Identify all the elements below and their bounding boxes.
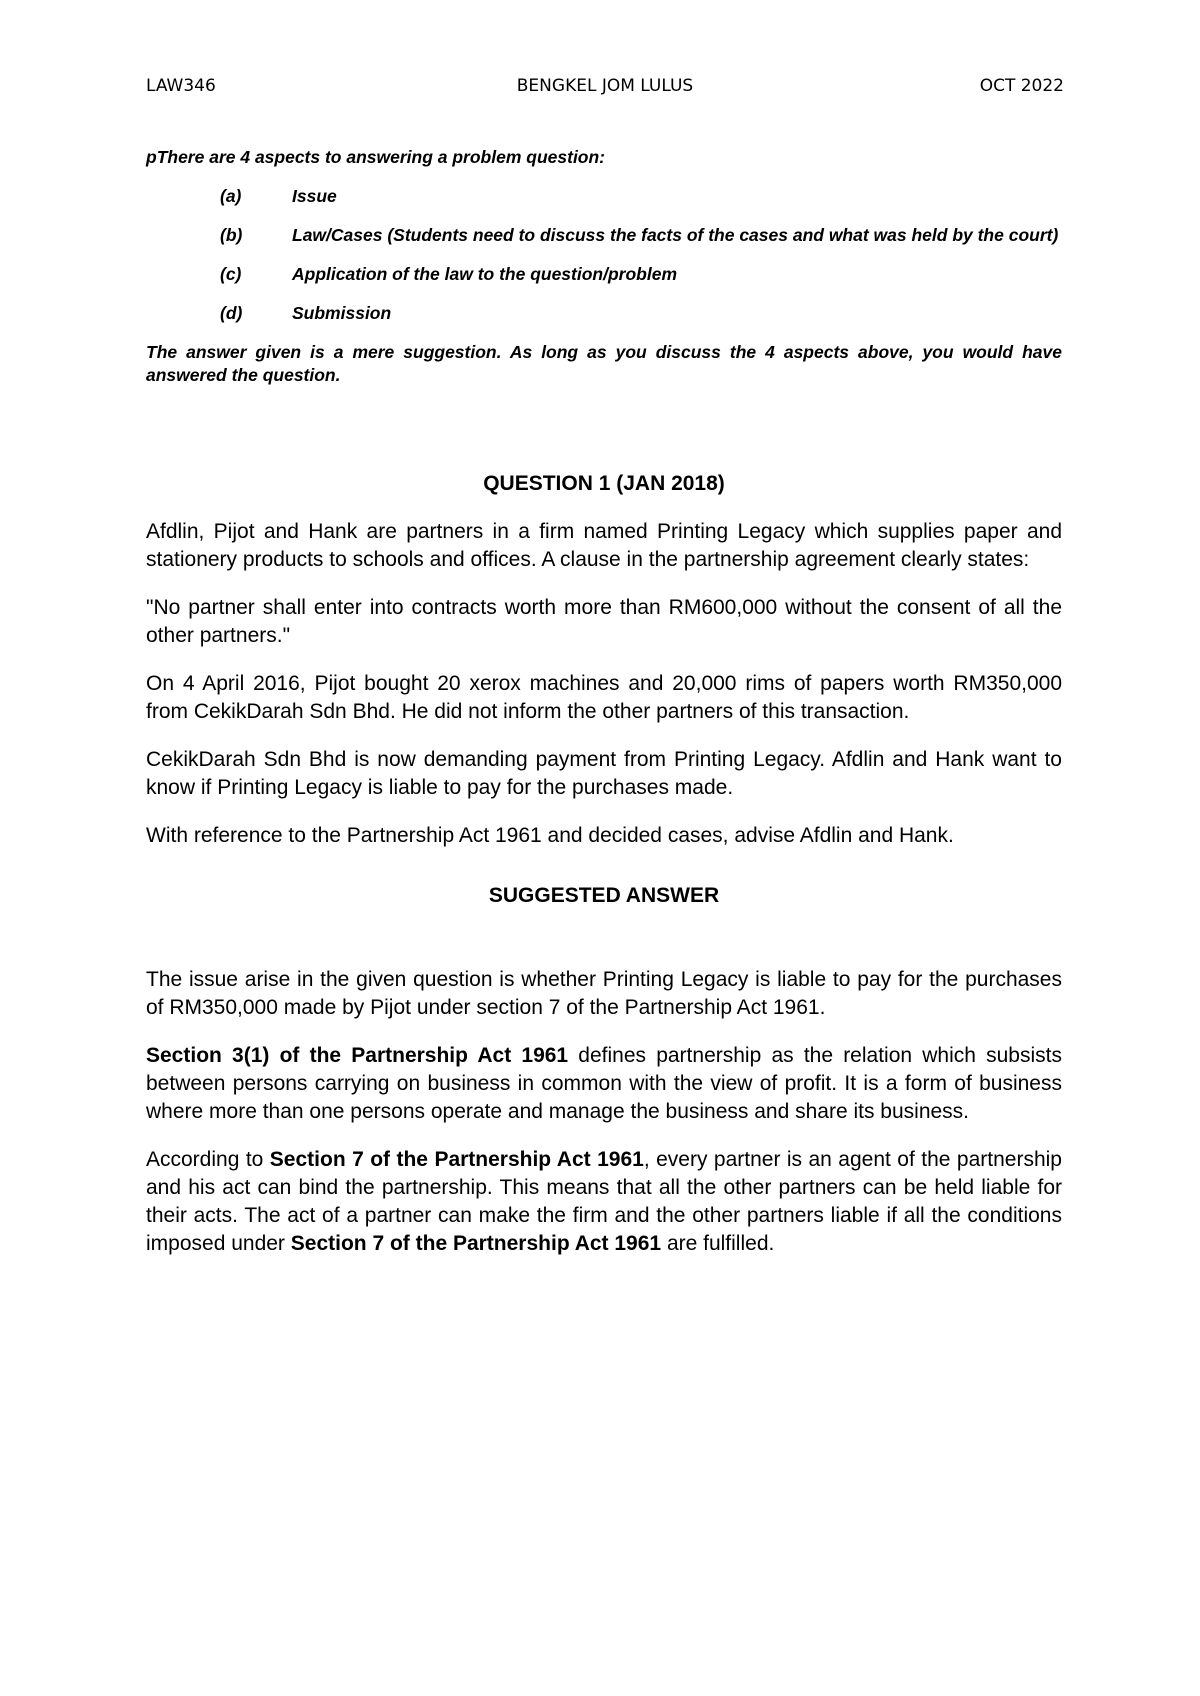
page-header <box>146 76 1064 100</box>
statute-reference: Section 7 of the Partnership Act 1961 <box>269 1148 644 1171</box>
header-date: OCT 2022 <box>979 76 1064 96</box>
question-paragraph: Afdlin, Pijot and Hank are partners in a firm named Printing Legacy which supplies paper and stationery products to schools and offices. A clause in the partnership agreement clearly states: <box>146 520 1062 571</box>
statute-reference: Section 3(1) of the Partnership Act 1961 <box>146 1044 569 1067</box>
instructions-section <box>146 146 1062 387</box>
aspect-label: (b) <box>220 225 243 245</box>
aspect-text: Submission <box>292 303 392 323</box>
header-course-code: LAW346 <box>146 76 216 96</box>
aspect-item <box>146 224 1062 247</box>
aspect-item <box>146 263 1062 286</box>
aspect-text: Law/Cases (Students need to discuss the facts of the cases and what was held by the court) <box>292 225 1059 245</box>
aspect-item <box>146 302 1062 325</box>
aspect-label: (a) <box>220 186 242 206</box>
instructions-note: The answer given is a mere suggestion. As long as you discuss the 4 aspects above, you would have answered the question. <box>146 342 1062 385</box>
question-paragraph: On 4 April 2016, Pijot bought 20 xerox machines and 20,000 rims of papers worth RM350,000 from CekikDarah Sdn Bhd. He did not inform the other partners of this transaction. <box>146 672 1062 723</box>
question-paragraph: With reference to the Partnership Act 1961 and decided cases, advise Afdlin and Hank. <box>146 824 954 847</box>
question-paragraph: CekikDarah Sdn Bhd is now demanding payment from Printing Legacy. Afdlin and Hank want to know if Printing Legacy is liable to pay for the purchases made. <box>146 748 1062 799</box>
paragraph-text: According to <box>146 1148 270 1171</box>
aspect-label: (d) <box>220 303 243 323</box>
paragraph-text: are fulfilled. <box>661 1232 775 1255</box>
answer-heading: SUGGESTED ANSWER <box>488 884 720 907</box>
answer-definition-paragraph <box>146 1042 1062 1126</box>
aspect-label: (c) <box>220 264 242 284</box>
question-quote: "No partner shall enter into contracts worth more than RM600,000 without the consent of all the other partners." <box>146 596 1062 647</box>
statute-reference: Section 7 of the Partnership Act 1961 <box>290 1232 662 1255</box>
paragraph-text: , every partner is an agent of the partnership and his act can bind the partnership. This means that all the other partners can be held liable for their acts. The act of a partner can make the firm and the other partners liable if all the conditions imposed under <box>146 1148 1062 1255</box>
main-content <box>146 470 1062 1278</box>
aspect-item <box>146 185 1062 208</box>
aspect-text: Application of the law to the question/problem <box>292 264 677 284</box>
answer-issue-paragraph: The issue arise in the given question is whether Printing Legacy is liable to pay for the purchases of RM350,000 made by Pijot under section 7 of the Partnership Act 1961. <box>146 968 1062 1019</box>
question-heading: QUESTION 1 (JAN 2018) <box>483 472 725 495</box>
paragraph-text: defines partnership as the relation which subsists between persons carrying on business in common with the view of profit. It is a form of business where more than one persons operate and manage the business and share its business. <box>146 1044 1062 1123</box>
header-workshop-title: BENGKEL JOM LULUS <box>516 76 694 96</box>
answer-agency-paragraph <box>146 1146 1062 1258</box>
instructions-intro: pThere are 4 aspects to answering a problem question: <box>146 147 606 167</box>
aspect-text: Issue <box>292 186 337 206</box>
